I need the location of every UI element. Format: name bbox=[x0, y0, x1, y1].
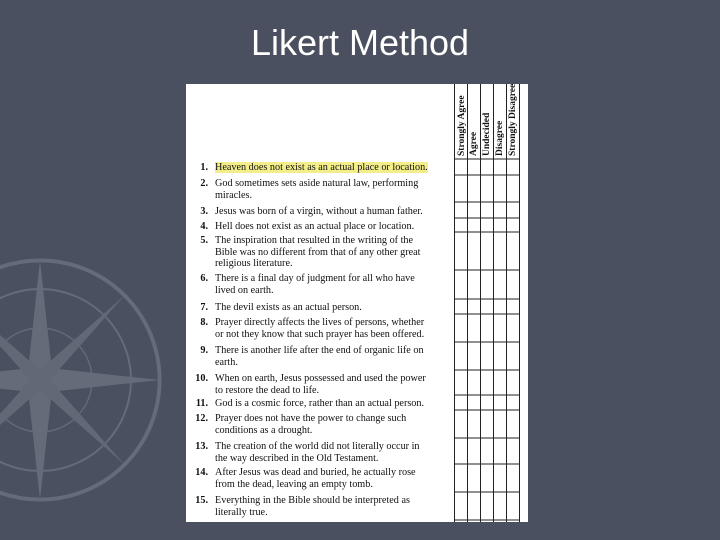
response-cell[interactable] bbox=[468, 343, 480, 370]
response-cell[interactable] bbox=[507, 465, 519, 492]
scale-header-agree: Agree bbox=[469, 131, 479, 156]
item-number: 15. bbox=[195, 495, 208, 506]
response-cell[interactable] bbox=[468, 465, 480, 492]
response-cell[interactable] bbox=[468, 271, 480, 299]
response-cell[interactable] bbox=[455, 233, 467, 270]
response-cell[interactable] bbox=[494, 439, 506, 464]
response-cell[interactable] bbox=[507, 439, 519, 464]
response-cell[interactable] bbox=[481, 371, 493, 395]
item-statement-line: religious literature. bbox=[215, 258, 293, 270]
response-cell[interactable] bbox=[468, 371, 480, 395]
response-cell[interactable] bbox=[507, 411, 519, 438]
response-cell[interactable] bbox=[468, 233, 480, 270]
response-cell[interactable] bbox=[455, 315, 467, 342]
response-cell[interactable] bbox=[468, 315, 480, 342]
item-statement-line: There is another life after the end of organic life on bbox=[215, 345, 424, 356]
scale-header-undecided: Undecided bbox=[482, 112, 492, 156]
response-cell[interactable] bbox=[468, 411, 480, 438]
response-cell[interactable] bbox=[507, 315, 519, 342]
response-cell[interactable] bbox=[494, 411, 506, 438]
response-cell[interactable] bbox=[494, 315, 506, 342]
response-cell[interactable] bbox=[455, 219, 467, 232]
response-cell[interactable] bbox=[494, 300, 506, 314]
response-cell[interactable] bbox=[507, 160, 519, 175]
item-statement-line: When on earth, Jesus possessed and used the power bbox=[215, 373, 426, 384]
response-cell[interactable] bbox=[468, 439, 480, 464]
response-cell[interactable] bbox=[494, 371, 506, 395]
response-cell[interactable] bbox=[468, 493, 480, 520]
item-statement-line: Bible was no different from that of any other great bbox=[215, 246, 421, 258]
response-cell[interactable] bbox=[481, 411, 493, 438]
response-cell[interactable] bbox=[507, 233, 519, 270]
response-cell[interactable] bbox=[494, 343, 506, 370]
response-cell[interactable] bbox=[494, 396, 506, 410]
item-number: 4. bbox=[200, 221, 208, 232]
response-cell[interactable] bbox=[455, 465, 467, 492]
response-cell[interactable] bbox=[481, 160, 493, 175]
item-statement-line: Heaven does not exist as an actual place or location. bbox=[215, 162, 428, 173]
response-cell[interactable] bbox=[507, 396, 519, 410]
scale-header-disagree: Disagree bbox=[495, 120, 505, 156]
item-number: 3. bbox=[200, 206, 208, 217]
response-cell[interactable] bbox=[507, 300, 519, 314]
response-cell[interactable] bbox=[481, 343, 493, 370]
item-statement-line: literally true. bbox=[215, 506, 268, 518]
item-statement-line: Everything in the Bible should be interpreted as bbox=[215, 495, 410, 506]
item-statement-line: miracles. bbox=[215, 189, 253, 201]
response-cell[interactable] bbox=[455, 176, 467, 202]
response-cell[interactable] bbox=[481, 315, 493, 342]
response-cell[interactable] bbox=[481, 203, 493, 218]
item-number: 1. bbox=[200, 162, 208, 173]
item-number: 10. bbox=[195, 373, 208, 384]
item-statement-line: conditions as a drought. bbox=[215, 424, 313, 436]
response-cell[interactable] bbox=[468, 396, 480, 410]
response-cell[interactable] bbox=[507, 203, 519, 218]
item-number: 7. bbox=[200, 302, 208, 313]
item-number: 2. bbox=[200, 178, 208, 189]
slide-title: Likert Method bbox=[250, 22, 470, 63]
response-cell[interactable] bbox=[507, 371, 519, 395]
scale-header-strongly-disagree: Strongly Disagree bbox=[508, 84, 518, 156]
response-cell[interactable] bbox=[481, 233, 493, 270]
response-cell[interactable] bbox=[468, 219, 480, 232]
response-cell[interactable] bbox=[494, 233, 506, 270]
item-statement-line: Hell does not exist as an actual place or location. bbox=[215, 221, 415, 232]
item-statement-line: The inspiration that resulted in the writing of the bbox=[215, 235, 414, 246]
response-cell[interactable] bbox=[455, 371, 467, 395]
response-cell[interactable] bbox=[468, 300, 480, 314]
response-cell[interactable] bbox=[494, 465, 506, 492]
response-cell[interactable] bbox=[481, 439, 493, 464]
response-cell[interactable] bbox=[455, 411, 467, 438]
compass-watermark-icon bbox=[0, 250, 170, 510]
response-cell[interactable] bbox=[481, 465, 493, 492]
response-cell[interactable] bbox=[494, 160, 506, 175]
item-number: 11. bbox=[195, 398, 208, 409]
response-cell[interactable] bbox=[468, 176, 480, 202]
response-cell[interactable] bbox=[468, 160, 480, 175]
item-number: 8. bbox=[200, 317, 208, 328]
scale-header-strongly-agree: Strongly Agree bbox=[457, 95, 467, 156]
item-statement-line: After Jesus was dead and buried, he actually rose bbox=[215, 467, 416, 478]
item-number: 13. bbox=[195, 441, 208, 452]
response-cell[interactable] bbox=[455, 160, 467, 175]
item-statement-line: God sometimes sets aside natural law, performing bbox=[215, 178, 419, 189]
response-cell[interactable] bbox=[481, 176, 493, 202]
response-cell[interactable] bbox=[494, 493, 506, 520]
response-cell[interactable] bbox=[507, 176, 519, 202]
response-cell[interactable] bbox=[455, 396, 467, 410]
response-cell[interactable] bbox=[481, 493, 493, 520]
likert-scale-document bbox=[186, 84, 528, 522]
response-cell[interactable] bbox=[494, 203, 506, 218]
response-cell[interactable] bbox=[455, 203, 467, 218]
response-cell[interactable] bbox=[455, 439, 467, 464]
item-statement-line: lived on earth. bbox=[215, 284, 274, 296]
item-statement-line: Jesus was born of a virgin, without a human father. bbox=[215, 206, 423, 217]
item-statement-line: The creation of the world did not literally occur in bbox=[215, 441, 420, 452]
response-cell[interactable] bbox=[455, 300, 467, 314]
response-cell[interactable] bbox=[455, 343, 467, 370]
item-statement-line: There is a final day of judgment for all who have bbox=[215, 273, 415, 284]
response-cell[interactable] bbox=[481, 219, 493, 232]
item-statement-line: to restore the dead to life. bbox=[215, 384, 320, 396]
response-cell[interactable] bbox=[507, 219, 519, 232]
response-cell[interactable] bbox=[481, 271, 493, 299]
item-number: 12. bbox=[195, 413, 208, 424]
item-statement-line: Prayer directly affects the lives of persons, whether bbox=[215, 317, 425, 328]
item-statement-line: the way described in the Old Testament. bbox=[215, 452, 379, 464]
response-cell[interactable] bbox=[481, 300, 493, 314]
item-statement-line: or not they know that such prayer has been offered. bbox=[215, 328, 425, 340]
item-statement-line: from the dead, leaving an empty tomb. bbox=[215, 478, 373, 490]
response-cell[interactable] bbox=[481, 396, 493, 410]
response-cell[interactable] bbox=[494, 271, 506, 299]
response-cell[interactable] bbox=[494, 176, 506, 202]
response-cell[interactable] bbox=[455, 271, 467, 299]
response-cell[interactable] bbox=[507, 343, 519, 370]
item-number: 5. bbox=[200, 235, 208, 246]
item-statement-line: The devil exists as an actual person. bbox=[215, 302, 362, 313]
item-statement-line: Prayer does not have the power to change such bbox=[215, 413, 407, 424]
response-cell[interactable] bbox=[507, 493, 519, 520]
response-cell[interactable] bbox=[494, 219, 506, 232]
response-cell[interactable] bbox=[507, 271, 519, 299]
item-number: 14. bbox=[195, 467, 208, 478]
response-cell[interactable] bbox=[455, 493, 467, 520]
response-cell[interactable] bbox=[468, 203, 480, 218]
item-number: 9. bbox=[200, 345, 208, 356]
item-number: 6. bbox=[200, 273, 208, 284]
item-statement-line: God is a cosmic force, rather than an actual person. bbox=[215, 398, 425, 409]
item-statement-line: earth. bbox=[215, 356, 238, 368]
